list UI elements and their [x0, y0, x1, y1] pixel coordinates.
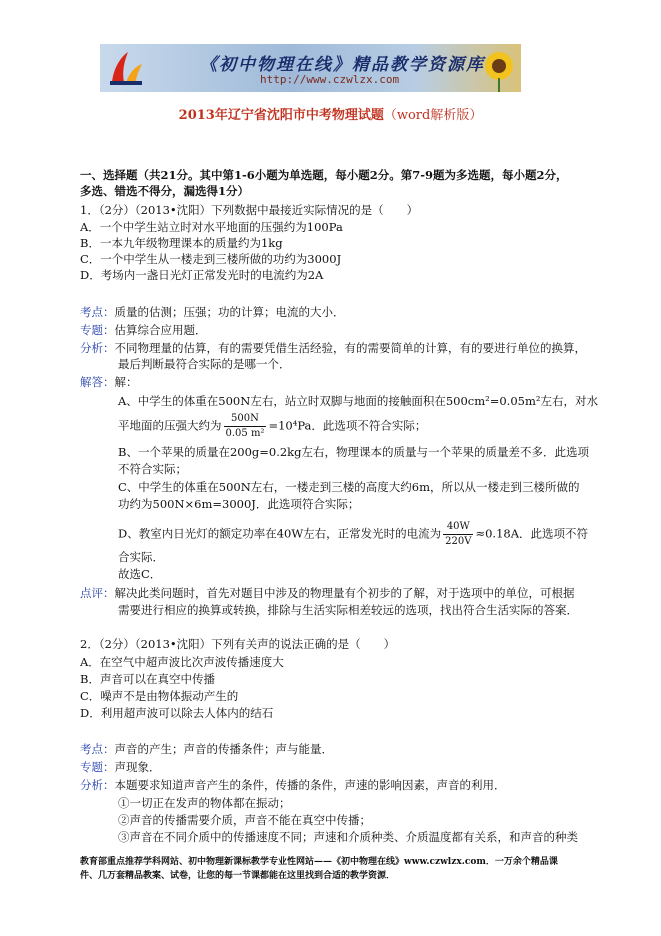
a-text-pre: 平地面的压强大约为 [118, 418, 222, 433]
q1-jieda [80, 375, 138, 389]
footer-line-2: 件、几万套精品教案、试卷，让您的每一节课都能在这里找到合适的教学资源． [80, 871, 396, 881]
q1-solution-b-l2: 不符合实际； [118, 462, 187, 476]
q1-solution-d-l1 [118, 520, 588, 549]
q1-solution-a-l1: A、中学生的体重在500N左右，站立时双脚与地面的接触面积在500cm²=0.05m²左右，对水 [118, 394, 598, 408]
fenxi-text: 不同物理量的估算，有的需要凭借生活经验，有的需要简单的计算，有的要进行单位的换算， [114, 341, 586, 355]
d-frac-num: 40W [443, 520, 473, 535]
q2-stem: 2．（2分）（2013•沈阳）下列有关声的说法正确的是（ ） [80, 637, 396, 651]
jieda-head: 解： [114, 375, 138, 389]
q2-point-3: ③声音在不同介质中的传播速度不同；声速和介质种类、介质温度都有关系，和声音的种类 [118, 830, 578, 844]
q1-option-d: D．考场内一盏日光灯正常发光时的电流约为2A [80, 268, 324, 282]
q1-solution-c-l2: 功约为500N×6m=3000J．此选项符合实际； [118, 497, 360, 511]
q1-solution-c-l1: C、中学生的体重在500N左右，一楼走到三楼的高度大约6m，所以从一楼走到三楼所做的 [118, 480, 580, 494]
site-logo-icon [106, 48, 146, 88]
title-tag: （word解析版） [383, 108, 483, 123]
page-footer [80, 855, 590, 883]
fenxi-label-2: 分析： [80, 778, 115, 792]
kaodian-label: 考点： [80, 305, 115, 319]
q1-dianping [80, 586, 575, 600]
q2-point-1: ①一切正在发声的物体都在振动； [118, 796, 291, 810]
section-heading-cont: 多选、错选不得分，漏选得1分） [80, 184, 249, 198]
fenxi-label: 分析： [80, 341, 115, 355]
q1-option-a: A．一个中学生站立时对水平地面的压强约为100Pa [80, 220, 343, 234]
d-text-post: ≈0.18A．此选项不符 [475, 526, 589, 541]
jieda-label: 解答： [80, 375, 115, 389]
q1-solution-a-l2 [118, 412, 426, 441]
title-main: 2013年辽宁省沈阳市中考物理试题 [178, 108, 384, 123]
zhuanti-text: 估算综合应用题． [114, 323, 207, 337]
sunflower-icon [475, 44, 519, 92]
document-title [0, 104, 661, 123]
q2-option-b: B．声音可以在真空中传播 [80, 672, 215, 686]
zhuanti-label: 专题： [80, 323, 115, 337]
fenxi-text-2: 本题要求知道声音产生的条件，传播的条件，声速的影响因素，声音的利用． [114, 778, 506, 792]
kaodian-text: 质量的估测；压强；功的计算；电流的大小． [114, 305, 345, 319]
q1-solution-b-l1: B、一个苹果的质量在200g=0.2kg左右，物理课本的质量与一个苹果的质量差不多．此选项 [118, 445, 590, 459]
dianping-text: 解决此类问题时，首先对题目中涉及的物理量有个初步的了解，对于选项中的单位，可根据 [114, 586, 575, 600]
kaodian-text-2: 声音的产生；声音的传播条件；声与能量． [114, 742, 333, 756]
a-text-post: =10⁴Pa．此选项不符合实际； [268, 418, 427, 433]
header-banner [100, 44, 521, 92]
a-frac-num: 500N [224, 412, 267, 427]
q1-option-b: B．一本九年级物理课本的质量约为1kg [80, 236, 283, 250]
q1-solution-d-l2: 合实际． [118, 550, 164, 564]
banner-url[interactable]: http://www.czwlzx.com [260, 73, 400, 86]
q1-zhuanti [80, 323, 207, 337]
q2-option-d: D．利用超声波可以除去人体内的结石 [80, 706, 274, 720]
q1-dianping-cont: 需要进行相应的换算或转换，排除与生活实际相差较远的选项，找出符合生活实际的答案． [118, 603, 578, 617]
section-heading: 一、选择题（共21分。其中第1-6小题为单选题，每小题2分。第7-9题为多选题，每小题2分， [80, 168, 568, 182]
q2-zhuanti [80, 760, 161, 774]
q2-kaodian [80, 742, 333, 756]
q1-answer: 故选C． [118, 567, 162, 581]
d-fraction [443, 520, 473, 549]
q1-fenxi [80, 341, 586, 355]
q1-fenxi-cont: 最后判断最符合实际的是哪一个． [118, 357, 291, 371]
banner-title: 《初中物理在线》精品教学资源库 [200, 55, 485, 75]
footer-line-1: 教育部重点推荐学科网站、初中物理新课标教学专业性网站——《初中物理在线》www.czwlzx.com．一万余个精品课 [80, 857, 558, 867]
q2-option-a: A．在空气中超声波比次声波传播速度大 [80, 655, 284, 669]
d-frac-den: 220V [445, 536, 472, 547]
d-text-pre: D、教室内日光灯的额定功率在40W左右，正常发光时的电流为 [118, 526, 442, 541]
q1-stem: 1．（2分）（2013•沈阳）下列数据中最接近实际情况的是（ ） [80, 203, 419, 217]
zhuanti-text-2: 声现象． [114, 760, 161, 774]
q2-option-c: C．噪声不是由物体振动产生的 [80, 689, 239, 703]
q2-point-2: ②声音的传播需要介质，声音不能在真空中传播； [118, 813, 371, 827]
a-frac-den: 0.05 m² [225, 428, 265, 439]
q2-fenxi [80, 778, 506, 792]
q1-option-c: C．一个中学生从一楼走到三楼所做的功约为3000J [80, 252, 342, 266]
zhuanti-label-2: 专题： [80, 760, 115, 774]
a-fraction [224, 412, 267, 441]
dianping-label: 点评： [80, 586, 115, 600]
q1-kaodian [80, 305, 345, 319]
kaodian-label-2: 考点： [80, 742, 115, 756]
